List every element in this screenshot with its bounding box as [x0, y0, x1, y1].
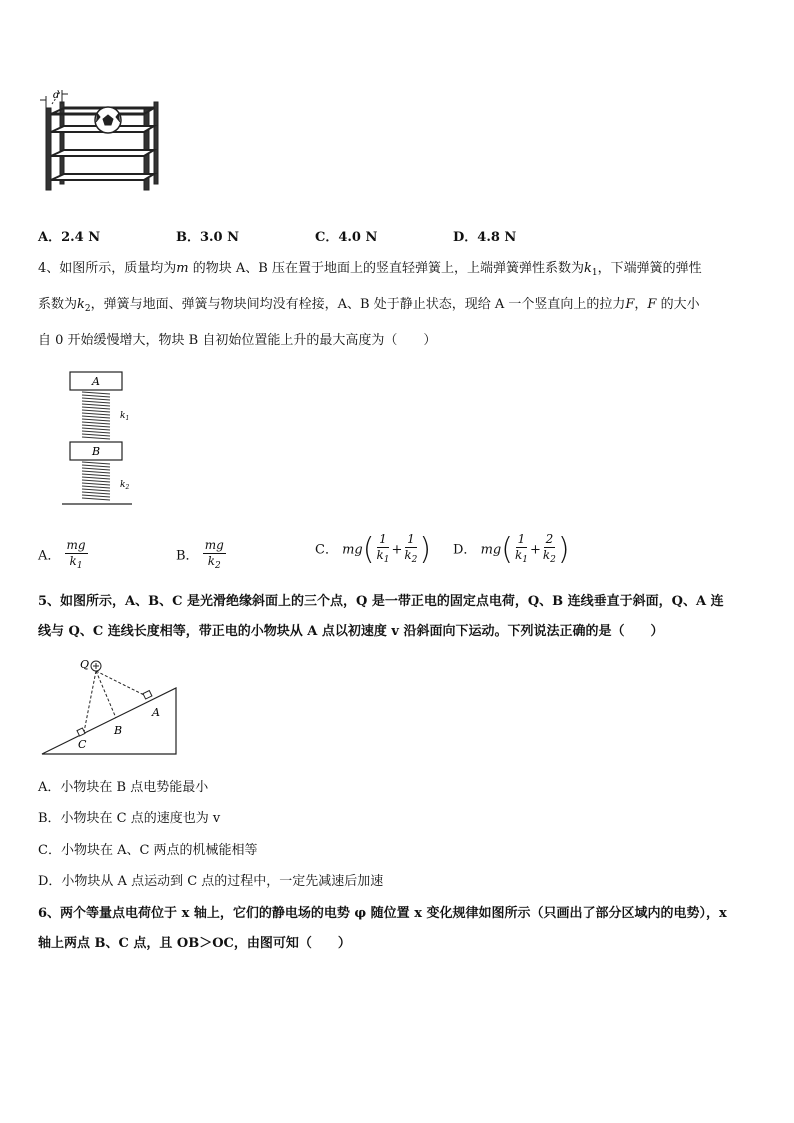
shelf-figure [38, 86, 168, 196]
spring-coil [82, 407, 110, 409]
spring-coil [82, 422, 110, 424]
spring-coil [82, 462, 110, 464]
spring-coil [82, 413, 110, 415]
spring-coil [82, 410, 110, 412]
spring-coil [82, 471, 110, 473]
spring-coil [82, 431, 110, 433]
spring-coil [82, 480, 110, 482]
q5-text-line1: 5、如图所示，A、B、C 是光滑绝缘斜面上的三个点，Q 是一带正电的固定点电荷，Q、B 连线垂直于斜面，Q、A 连 [38, 594, 724, 609]
q3-option-d[interactable]: D．4.8 N [453, 230, 517, 245]
spring-coil [82, 468, 110, 470]
q5-text-line2: 线与 Q、C 连线长度相等，带正电的小物块从 A 点以初速度 v 沿斜面向下运动。下列说法正确的是（ ） [38, 624, 664, 639]
q4-option-c[interactable]: C． mg( $\frac{1}{k_1}$ + $\frac{1}{k_2}$ ) [315, 532, 432, 567]
spring-coil [82, 395, 110, 397]
spring1-label: $k_1$ [120, 411, 130, 422]
point-a-label: A [152, 706, 160, 719]
spring-coil [82, 419, 110, 421]
point-b-label: B [114, 724, 123, 737]
spring-coil [82, 498, 110, 500]
block-b-label: B [92, 445, 101, 458]
q4-text-line3: 自 0 开始缓慢增大，物块 B 自初始位置能上升的最大高度为（ ） [38, 333, 437, 348]
spring-coil [82, 398, 110, 400]
spring-coil [82, 465, 110, 467]
point-c-label: C [78, 738, 87, 751]
q3-option-a[interactable]: A．2.4 N [38, 230, 101, 245]
spring-coil [82, 401, 110, 403]
spring-figure [60, 370, 140, 508]
dimension-d-label: d [53, 90, 60, 101]
spring-coil [82, 474, 110, 476]
spring-coil [82, 416, 110, 418]
spring-coil [82, 492, 110, 494]
spring-coil [82, 392, 110, 394]
spring-coil [82, 483, 110, 485]
point-q-label: Q [80, 658, 90, 671]
q5-option-b[interactable]: B．小物块在 C 点的速度也为 v [38, 811, 221, 826]
spring-coil [82, 434, 110, 436]
q4-option-b[interactable]: B． $\frac{mg}{k_2}$ [176, 538, 224, 571]
spring-coil [82, 425, 110, 427]
spring-coil [82, 489, 110, 491]
q4-option-a[interactable]: A． $\frac{mg}{k_1}$ [38, 538, 86, 571]
q4-text-line1: 4、如图所示，质量均为m 的物块 A、B 压在置于地面上的竖直轻弹簧上，上端弹簧弹性系数为$k_1$，下端弹簧的弹性 [38, 261, 702, 278]
spring-coil [82, 428, 110, 430]
spring2-label: $k_2$ [120, 480, 130, 491]
q6-text-line2: 轴上两点 B、C 点，且 OB＞OC，由图可知（ ） [38, 936, 351, 951]
spring-coil [82, 486, 110, 488]
spring-coil [82, 477, 110, 479]
q5-option-c[interactable]: C．小物块在 A、C 两点的机械能相等 [38, 843, 258, 858]
q5-option-a[interactable]: A．小物块在 B 点电势能最小 [38, 780, 209, 795]
q3-option-b[interactable]: B．3.0 N [176, 230, 240, 245]
incline-figure [38, 652, 184, 758]
q3-option-c[interactable]: C．4.0 N [315, 230, 378, 245]
q4-text-line2: 系数为$k_2$，弹簧与地面、弹簧与物块间均没有栓接，A、B 处于静止状态，现给 A 一个竖直向上的拉力F，F 的大小 [38, 297, 700, 314]
block-a-label: A [92, 375, 100, 388]
q4-option-d[interactable]: D． mg( $\frac{1}{k_1}$ + $\frac{2}{k_2}$ ) [453, 532, 570, 567]
spring-coil [82, 404, 110, 406]
spring-coil [82, 437, 110, 439]
spring-coil [82, 495, 110, 497]
q6-text-line1: 6、两个等量点电荷位于 x 轴上，它们的静电场的电势 φ 随位置 x 变化规律如图所示（只画出了部分区域内的电势），x [38, 906, 727, 921]
q5-option-d[interactable]: D．小物块从 A 点运动到 C 点的过程中，一定先减速后加速 [38, 874, 384, 889]
